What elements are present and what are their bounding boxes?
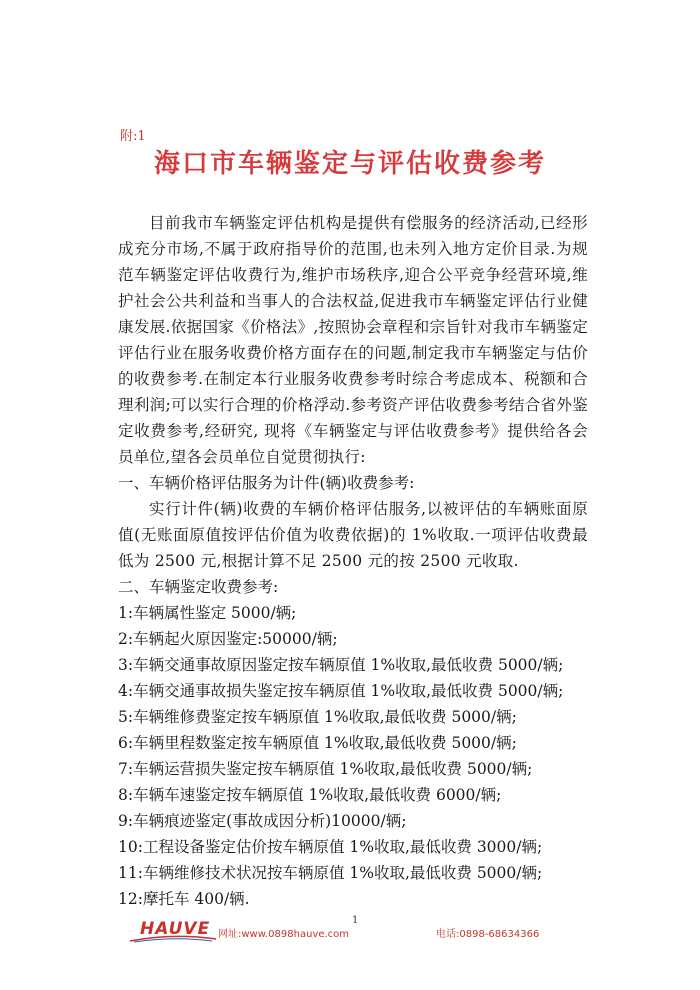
hauve-logo [128,919,218,943]
fee-item: 3:车辆交通事故原因鉴定按车辆原值 1%收取,最低收费 5000/辆; [118,656,564,674]
logo-text: HAUVE [140,919,211,939]
section1-paragraph: 实行计件(辆)收费的车辆价格评估服务,以被评估的车辆账面原值(无账面原值按评估价值为收费依据)的 1%收取.一项评估收费最低为 2500 元,根据计算不足 2500 元的按 2500 元收取. [118,500,588,570]
logo-swoosh-icon [128,935,218,943]
fee-item: 9:车辆痕迹鉴定(事故成因分析)10000/辆; [118,812,407,830]
fee-list [118,600,588,912]
document-title: 海口市车辆鉴定与评估收费参考 [153,149,546,179]
website-text: 网址:www.0898hauve.com [218,929,350,940]
fee-item: 4:车辆交通事故损失鉴定按车辆原值 1%收取,最低收费 5000/辆; [118,682,564,700]
fee-item: 12:摩托车 400/辆. [118,890,250,908]
document-body [118,210,588,912]
fee-item: 7:车辆运营损失鉴定按车辆原值 1%收取,最低收费 5000/辆; [118,760,533,778]
fee-item: 10:工程设备鉴定估价按车辆原值 1%收取,最低收费 3000/辆; [118,838,543,856]
page-footer [0,905,700,945]
fee-item: 5:车辆维修费鉴定按车辆原值 1%收取,最低收费 5000/辆; [118,708,517,726]
phone-text: 电话:0898-68634366 [436,929,540,940]
page-number: 1 [352,915,359,926]
fee-item: 11:车辆维修技术状况按车辆原值 1%收取,最低收费 5000/辆; [118,864,543,882]
fee-item: 6:车辆里程数鉴定按车辆原值 1%收取,最低收费 5000/辆; [118,734,517,752]
fee-item: 8:车辆车速鉴定按车辆原值 1%收取,最低收费 6000/辆; [118,786,502,804]
section1-heading: 一、车辆价格评估服务为计件(辆)收费参考: [118,474,415,492]
intro-paragraph: 目前我市车辆鉴定评估机构是提供有偿服务的经济活动,已经形成充分市场,不属于政府指导价的范围,也未列入地方定价目录.为规范车辆鉴定评估收费行为,维护市场秩序,迎合公平竞争经营环境,维护社会公共利益和当事人的合法权益,促进我市车辆鉴定评估行业健康发展.依据国家《价格法》,按照协会章程和宗旨针对我市车辆鉴定评估行业在服务收费价格方面存在的问题,制定我市车辆鉴定与估价的收费参考.在制定本行业服务收费参考时综合考虑成本、税额和合理利润;可以实行合理的价格浮动.参考资产评估收费参考结合省外鉴定收费参考,经研究, 现将《车辆鉴定与评估收费参考》提供给各会员单位,望各会员单位自觉贯彻执行: [118,214,588,466]
attachment-label: 附:1 [120,129,146,144]
fee-item: 1:车辆属性鉴定 5000/辆; [118,604,297,622]
section2-heading: 二、车辆鉴定收费参考: [118,578,279,596]
fee-item: 2:车辆起火原因鉴定:50000/辆; [118,630,338,648]
